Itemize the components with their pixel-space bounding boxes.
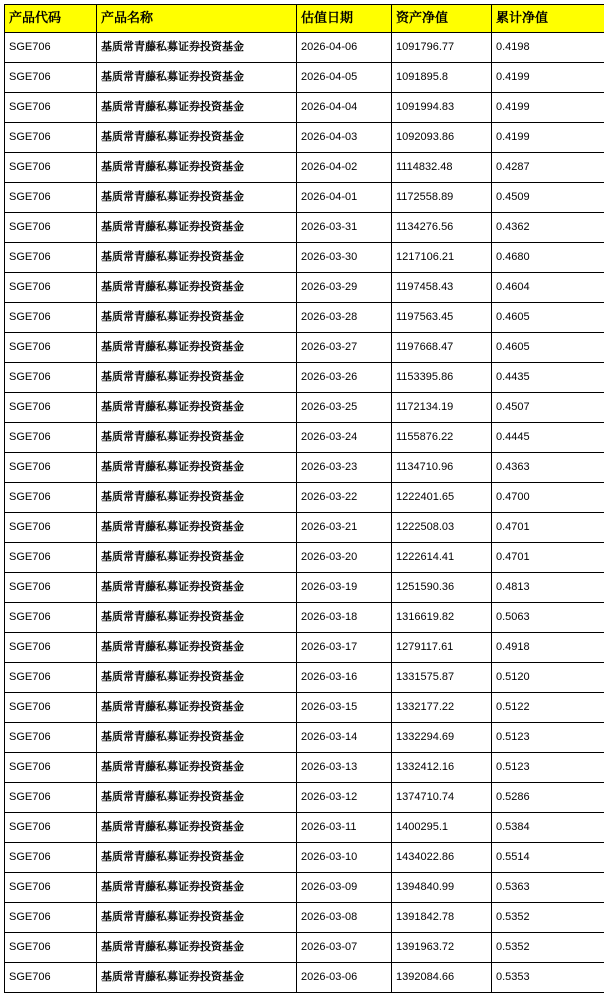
cell-net-asset-value[interactable]: 1114832.48 — [392, 153, 492, 183]
table-row[interactable] — [5, 663, 604, 693]
table-row[interactable] — [5, 303, 604, 333]
cell-product-name[interactable]: 基质常青藤私募证券投资基金 — [97, 813, 297, 843]
cell-valuation-date[interactable]: 2026-03-31 — [297, 213, 392, 243]
cell-product-code[interactable]: SGE706 — [5, 723, 97, 753]
cell-product-name[interactable]: 基质常青藤私募证券投资基金 — [97, 513, 297, 543]
fund-nav-table — [4, 4, 604, 993]
cell-product-name[interactable]: 基质常青藤私募证券投资基金 — [97, 873, 297, 903]
table-body — [5, 33, 604, 993]
cell-valuation-date[interactable]: 2026-03-16 — [297, 663, 392, 693]
cell-cumulative-nav[interactable]: 0.4199 — [492, 93, 604, 123]
cell-product-name[interactable]: 基质常青藤私募证券投资基金 — [97, 963, 297, 993]
cell-valuation-date[interactable]: 2026-04-04 — [297, 93, 392, 123]
cell-product-code[interactable]: SGE706 — [5, 123, 97, 153]
cell-product-name[interactable]: 基质常青藤私募证券投资基金 — [97, 393, 297, 423]
cell-valuation-date[interactable]: 2026-03-26 — [297, 363, 392, 393]
cell-cumulative-nav[interactable]: 0.4445 — [492, 423, 604, 453]
cell-product-code[interactable]: SGE706 — [5, 153, 97, 183]
cell-product-code[interactable]: SGE706 — [5, 423, 97, 453]
table-row[interactable] — [5, 513, 604, 543]
cell-net-asset-value[interactable]: 1091796.77 — [392, 33, 492, 63]
cell-product-name[interactable]: 基质常青藤私募证券投资基金 — [97, 153, 297, 183]
cell-net-asset-value[interactable]: 1251590.36 — [392, 573, 492, 603]
cell-product-name[interactable]: 基质常青藤私募证券投资基金 — [97, 723, 297, 753]
cell-cumulative-nav[interactable]: 0.5353 — [492, 963, 604, 993]
cell-net-asset-value[interactable]: 1400295.1 — [392, 813, 492, 843]
cell-net-asset-value[interactable]: 1374710.74 — [392, 783, 492, 813]
cell-cumulative-nav[interactable]: 0.5063 — [492, 603, 604, 633]
cell-product-code[interactable]: SGE706 — [5, 543, 97, 573]
table-row[interactable] — [5, 93, 604, 123]
cell-product-code[interactable]: SGE706 — [5, 663, 97, 693]
cell-net-asset-value[interactable]: 1316619.82 — [392, 603, 492, 633]
cell-net-asset-value[interactable]: 1091994.83 — [392, 93, 492, 123]
cell-product-name[interactable]: 基质常青藤私募证券投资基金 — [97, 303, 297, 333]
table-row[interactable] — [5, 693, 604, 723]
cell-valuation-date[interactable]: 2026-03-06 — [297, 963, 392, 993]
cell-net-asset-value[interactable]: 1092093.86 — [392, 123, 492, 153]
cell-net-asset-value[interactable]: 1332294.69 — [392, 723, 492, 753]
cell-net-asset-value[interactable]: 1197458.43 — [392, 273, 492, 303]
cell-valuation-date[interactable]: 2026-03-23 — [297, 453, 392, 483]
cell-product-code[interactable]: SGE706 — [5, 93, 97, 123]
cell-net-asset-value[interactable]: 1391963.72 — [392, 933, 492, 963]
cell-product-name[interactable]: 基质常青藤私募证券投资基金 — [97, 603, 297, 633]
cell-valuation-date[interactable]: 2026-03-28 — [297, 303, 392, 333]
table-row[interactable] — [5, 33, 604, 63]
cell-product-name[interactable]: 基质常青藤私募证券投资基金 — [97, 183, 297, 213]
column-header-valuation-date[interactable]: 估值日期 — [297, 5, 392, 33]
cell-valuation-date[interactable]: 2026-03-09 — [297, 873, 392, 903]
table-row[interactable] — [5, 363, 604, 393]
cell-product-name[interactable]: 基质常青藤私募证券投资基金 — [97, 843, 297, 873]
cell-product-code[interactable]: SGE706 — [5, 573, 97, 603]
cell-net-asset-value[interactable]: 1197563.45 — [392, 303, 492, 333]
cell-product-code[interactable]: SGE706 — [5, 903, 97, 933]
table-row[interactable] — [5, 783, 604, 813]
cell-product-name[interactable]: 基质常青藤私募证券投资基金 — [97, 423, 297, 453]
table-row[interactable] — [5, 273, 604, 303]
cell-cumulative-nav[interactable]: 0.5286 — [492, 783, 604, 813]
cell-product-name[interactable]: 基质常青藤私募证券投资基金 — [97, 693, 297, 723]
cell-product-code[interactable]: SGE706 — [5, 393, 97, 423]
cell-product-name[interactable]: 基质常青藤私募证券投资基金 — [97, 753, 297, 783]
cell-product-code[interactable]: SGE706 — [5, 873, 97, 903]
cell-cumulative-nav[interactable]: 0.4604 — [492, 273, 604, 303]
cell-product-name[interactable]: 基质常青藤私募证券投资基金 — [97, 213, 297, 243]
cell-net-asset-value[interactable]: 1197668.47 — [392, 333, 492, 363]
cell-product-name[interactable]: 基质常青藤私募证券投资基金 — [97, 663, 297, 693]
cell-cumulative-nav[interactable]: 0.4700 — [492, 483, 604, 513]
cell-cumulative-nav[interactable]: 0.5514 — [492, 843, 604, 873]
cell-product-code[interactable]: SGE706 — [5, 303, 97, 333]
cell-cumulative-nav[interactable]: 0.5352 — [492, 903, 604, 933]
cell-product-name[interactable]: 基质常青藤私募证券投资基金 — [97, 243, 297, 273]
column-header-net-asset-value[interactable]: 资产净值 — [392, 5, 492, 33]
cell-net-asset-value[interactable]: 1391842.78 — [392, 903, 492, 933]
cell-net-asset-value[interactable]: 1222508.03 — [392, 513, 492, 543]
column-header-product-code[interactable]: 产品代码 — [5, 5, 97, 33]
cell-cumulative-nav[interactable]: 0.5122 — [492, 693, 604, 723]
cell-net-asset-value[interactable]: 1134710.96 — [392, 453, 492, 483]
cell-product-name[interactable]: 基质常青藤私募证券投资基金 — [97, 123, 297, 153]
table-row[interactable] — [5, 393, 604, 423]
cell-net-asset-value[interactable]: 1332412.16 — [392, 753, 492, 783]
cell-product-name[interactable]: 基质常青藤私募证券投资基金 — [97, 483, 297, 513]
cell-net-asset-value[interactable]: 1332177.22 — [392, 693, 492, 723]
cell-cumulative-nav[interactable]: 0.5352 — [492, 933, 604, 963]
cell-product-code[interactable]: SGE706 — [5, 363, 97, 393]
cell-product-name[interactable]: 基质常青藤私募证券投资基金 — [97, 933, 297, 963]
cell-cumulative-nav[interactable]: 0.4363 — [492, 453, 604, 483]
table-row[interactable] — [5, 423, 604, 453]
cell-product-name[interactable]: 基质常青藤私募证券投资基金 — [97, 633, 297, 663]
cell-valuation-date[interactable]: 2026-04-05 — [297, 63, 392, 93]
cell-cumulative-nav[interactable]: 0.5363 — [492, 873, 604, 903]
table-row[interactable] — [5, 573, 604, 603]
column-header-product-name[interactable]: 产品名称 — [97, 5, 297, 33]
cell-product-code[interactable]: SGE706 — [5, 933, 97, 963]
cell-valuation-date[interactable]: 2026-03-14 — [297, 723, 392, 753]
cell-valuation-date[interactable]: 2026-04-01 — [297, 183, 392, 213]
column-header-cumulative-nav[interactable]: 累计净值 — [492, 5, 604, 33]
cell-valuation-date[interactable]: 2026-03-07 — [297, 933, 392, 963]
cell-cumulative-nav[interactable]: 0.4813 — [492, 573, 604, 603]
cell-net-asset-value[interactable]: 1217106.21 — [392, 243, 492, 273]
cell-product-name[interactable]: 基质常青藤私募证券投资基金 — [97, 363, 297, 393]
cell-product-code[interactable]: SGE706 — [5, 693, 97, 723]
cell-product-name[interactable]: 基质常青藤私募证券投资基金 — [97, 783, 297, 813]
cell-product-code[interactable]: SGE706 — [5, 243, 97, 273]
cell-valuation-date[interactable]: 2026-03-27 — [297, 333, 392, 363]
cell-product-code[interactable]: SGE706 — [5, 333, 97, 363]
cell-cumulative-nav[interactable]: 0.4918 — [492, 633, 604, 663]
cell-product-code[interactable]: SGE706 — [5, 213, 97, 243]
table-row[interactable] — [5, 123, 604, 153]
cell-product-name[interactable]: 基质常青藤私募证券投资基金 — [97, 33, 297, 63]
cell-valuation-date[interactable]: 2026-03-24 — [297, 423, 392, 453]
cell-cumulative-nav[interactable]: 0.5384 — [492, 813, 604, 843]
table-row[interactable] — [5, 63, 604, 93]
cell-product-code[interactable]: SGE706 — [5, 63, 97, 93]
cell-product-code[interactable]: SGE706 — [5, 453, 97, 483]
cell-valuation-date[interactable]: 2026-04-03 — [297, 123, 392, 153]
table-row[interactable] — [5, 633, 604, 663]
cell-product-name[interactable]: 基质常青藤私募证券投资基金 — [97, 903, 297, 933]
cell-net-asset-value[interactable]: 1134276.56 — [392, 213, 492, 243]
cell-net-asset-value[interactable]: 1222614.41 — [392, 543, 492, 573]
cell-product-code[interactable]: SGE706 — [5, 783, 97, 813]
table-row[interactable] — [5, 213, 604, 243]
cell-product-code[interactable]: SGE706 — [5, 513, 97, 543]
table-header-row — [5, 5, 604, 33]
cell-product-code[interactable]: SGE706 — [5, 483, 97, 513]
table-row[interactable] — [5, 543, 604, 573]
cell-cumulative-nav[interactable]: 0.4287 — [492, 153, 604, 183]
table-row[interactable] — [5, 903, 604, 933]
table-row[interactable] — [5, 153, 604, 183]
cell-net-asset-value[interactable]: 1394840.99 — [392, 873, 492, 903]
table-row[interactable] — [5, 933, 604, 963]
cell-valuation-date[interactable]: 2026-03-08 — [297, 903, 392, 933]
cell-product-code[interactable]: SGE706 — [5, 813, 97, 843]
cell-valuation-date[interactable]: 2026-03-12 — [297, 783, 392, 813]
cell-valuation-date[interactable]: 2026-03-25 — [297, 393, 392, 423]
cell-valuation-date[interactable]: 2026-03-10 — [297, 843, 392, 873]
cell-product-name[interactable]: 基质常青藤私募证券投资基金 — [97, 573, 297, 603]
cell-product-code[interactable]: SGE706 — [5, 753, 97, 783]
cell-valuation-date[interactable]: 2026-03-11 — [297, 813, 392, 843]
cell-valuation-date[interactable]: 2026-04-06 — [297, 33, 392, 63]
cell-cumulative-nav[interactable]: 0.4199 — [492, 63, 604, 93]
table-row[interactable] — [5, 843, 604, 873]
cell-product-code[interactable]: SGE706 — [5, 33, 97, 63]
cell-net-asset-value[interactable]: 1091895.8 — [392, 63, 492, 93]
cell-product-code[interactable]: SGE706 — [5, 843, 97, 873]
cell-valuation-date[interactable]: 2026-03-20 — [297, 543, 392, 573]
table-row[interactable] — [5, 243, 604, 273]
cell-valuation-date[interactable]: 2026-03-15 — [297, 693, 392, 723]
cell-cumulative-nav[interactable]: 0.4507 — [492, 393, 604, 423]
cell-product-name[interactable]: 基质常青藤私募证券投资基金 — [97, 453, 297, 483]
cell-net-asset-value[interactable]: 1434022.86 — [392, 843, 492, 873]
table-row[interactable] — [5, 873, 604, 903]
cell-net-asset-value[interactable]: 1155876.22 — [392, 423, 492, 453]
cell-net-asset-value[interactable]: 1222401.65 — [392, 483, 492, 513]
cell-cumulative-nav[interactable]: 0.4680 — [492, 243, 604, 273]
cell-cumulative-nav[interactable]: 0.4509 — [492, 183, 604, 213]
cell-valuation-date[interactable]: 2026-03-29 — [297, 273, 392, 303]
cell-valuation-date[interactable]: 2026-03-17 — [297, 633, 392, 663]
cell-cumulative-nav[interactable]: 0.4605 — [492, 303, 604, 333]
table-row[interactable] — [5, 813, 604, 843]
cell-product-code[interactable]: SGE706 — [5, 603, 97, 633]
cell-net-asset-value[interactable]: 1392084.66 — [392, 963, 492, 993]
table-row[interactable] — [5, 333, 604, 363]
table-row[interactable] — [5, 483, 604, 513]
cell-valuation-date[interactable]: 2026-03-30 — [297, 243, 392, 273]
table-row[interactable] — [5, 753, 604, 783]
cell-cumulative-nav[interactable]: 0.5120 — [492, 663, 604, 693]
table-row[interactable] — [5, 723, 604, 753]
cell-net-asset-value[interactable]: 1279117.61 — [392, 633, 492, 663]
table-row[interactable] — [5, 453, 604, 483]
cell-cumulative-nav[interactable]: 0.4199 — [492, 123, 604, 153]
cell-product-name[interactable]: 基质常青藤私募证券投资基金 — [97, 273, 297, 303]
table-header — [5, 5, 604, 33]
cell-product-code[interactable]: SGE706 — [5, 963, 97, 993]
cell-valuation-date[interactable]: 2026-03-13 — [297, 753, 392, 783]
cell-product-name[interactable]: 基质常青藤私募证券投资基金 — [97, 333, 297, 363]
cell-cumulative-nav[interactable]: 0.4701 — [492, 513, 604, 543]
cell-cumulative-nav[interactable]: 0.4701 — [492, 543, 604, 573]
cell-net-asset-value[interactable]: 1153395.86 — [392, 363, 492, 393]
cell-cumulative-nav[interactable]: 0.4362 — [492, 213, 604, 243]
table-row[interactable] — [5, 183, 604, 213]
cell-valuation-date[interactable]: 2026-04-02 — [297, 153, 392, 183]
cell-product-code[interactable]: SGE706 — [5, 633, 97, 663]
cell-valuation-date[interactable]: 2026-03-18 — [297, 603, 392, 633]
cell-net-asset-value[interactable]: 1172134.19 — [392, 393, 492, 423]
cell-cumulative-nav[interactable]: 0.4435 — [492, 363, 604, 393]
cell-valuation-date[interactable]: 2026-03-21 — [297, 513, 392, 543]
cell-cumulative-nav[interactable]: 0.4198 — [492, 33, 604, 63]
cell-cumulative-nav[interactable]: 0.5123 — [492, 753, 604, 783]
cell-cumulative-nav[interactable]: 0.5123 — [492, 723, 604, 753]
table-row[interactable] — [5, 603, 604, 633]
cell-valuation-date[interactable]: 2026-03-19 — [297, 573, 392, 603]
cell-product-name[interactable]: 基质常青藤私募证券投资基金 — [97, 63, 297, 93]
cell-valuation-date[interactable]: 2026-03-22 — [297, 483, 392, 513]
cell-product-code[interactable]: SGE706 — [5, 273, 97, 303]
cell-net-asset-value[interactable]: 1331575.87 — [392, 663, 492, 693]
cell-cumulative-nav[interactable]: 0.4605 — [492, 333, 604, 363]
cell-product-name[interactable]: 基质常青藤私募证券投资基金 — [97, 93, 297, 123]
cell-product-name[interactable]: 基质常青藤私募证券投资基金 — [97, 543, 297, 573]
cell-product-code[interactable]: SGE706 — [5, 183, 97, 213]
table-row[interactable] — [5, 963, 604, 993]
cell-net-asset-value[interactable]: 1172558.89 — [392, 183, 492, 213]
